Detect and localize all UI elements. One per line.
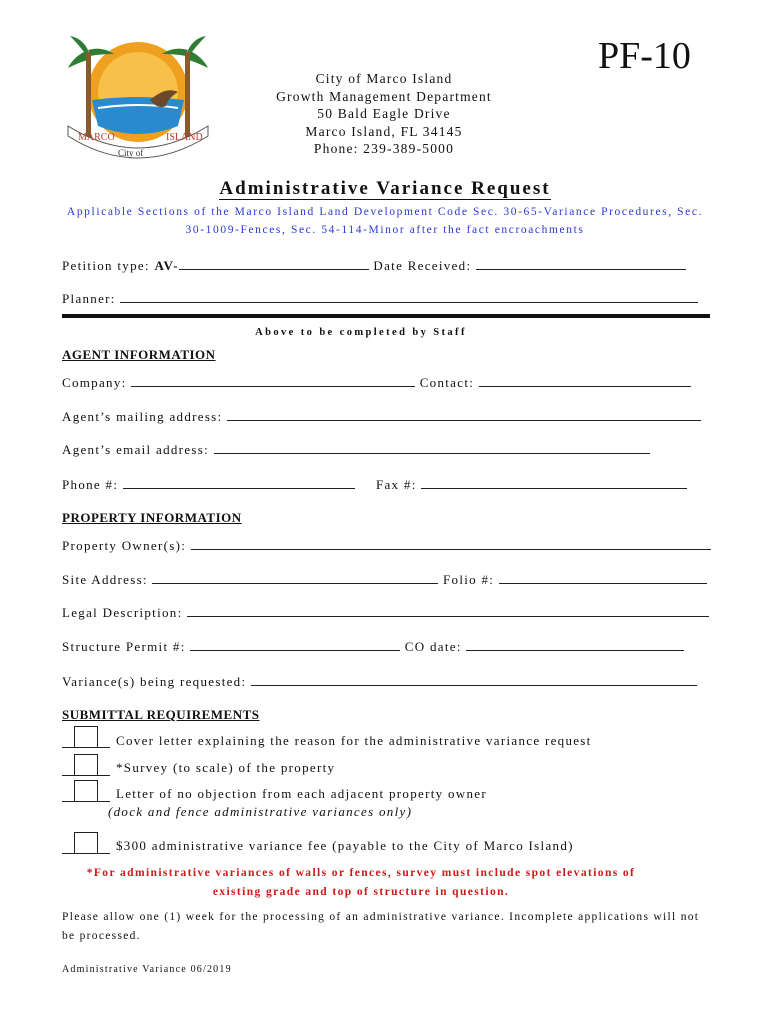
processing-note: Please allow one (1) week for the processing of an administrative variance. Incomplete applications will not be processed.: [62, 911, 700, 942]
property-info-heading: PROPERTY INFORMATION: [62, 510, 242, 525]
petition-type-row: [62, 257, 686, 274]
email-field[interactable]: [214, 441, 650, 454]
staff-divider: [62, 314, 710, 318]
owner-label: Property Owner(s):: [62, 538, 187, 553]
no-objection-item: Letter of no objection from each adjacent property owner: [116, 786, 487, 801]
applicable-sections-line: 30-1009-Fences, Sec. 54-114-Minor after the fact encroachments: [185, 224, 585, 236]
submittal-heading: SUBMITTAL REQUIREMENTS: [62, 707, 260, 722]
survey-note-line: *For administrative variances of walls or fences, survey must include spot elevations of: [86, 867, 636, 879]
address-line: City of Marco Island: [315, 71, 453, 86]
date-received-label: Date Received:: [373, 258, 472, 273]
variance-label: Variance(s) being requested:: [62, 674, 247, 689]
email-row: [62, 441, 650, 458]
checkbox-cover-letter[interactable]: [62, 726, 110, 748]
logo-text-right: ISLAND: [166, 132, 203, 143]
structure-permit-label: Structure Permit #:: [62, 639, 186, 654]
staff-note: Above to be completed by Staff: [255, 327, 467, 338]
permit-co-row: [62, 638, 684, 655]
site-address-field[interactable]: [152, 571, 438, 584]
folio-label: Folio #:: [443, 572, 495, 587]
owner-row: [62, 537, 711, 554]
planner-row: [62, 290, 698, 307]
owner-field[interactable]: [191, 537, 711, 550]
mailing-label: Agent’s mailing address:: [62, 409, 223, 424]
email-label: Agent’s email address:: [62, 442, 210, 457]
mailing-field[interactable]: [227, 408, 701, 421]
address-line: Phone: 239-389-5000: [313, 141, 455, 157]
survey-note-line: existing grade and top of structure in question.: [212, 886, 510, 898]
address-line: Marco Island, FL 34145: [305, 123, 463, 139]
planner-label: Planner:: [62, 291, 116, 306]
variance-field[interactable]: [251, 673, 697, 686]
no-objection-note: (dock and fence administrative variances only): [108, 804, 413, 819]
mailing-row: [62, 408, 701, 425]
address-line: 50 Bald Eagle Drive: [317, 106, 451, 122]
petition-type-label: Petition type:: [62, 258, 150, 273]
fax-label: Fax #:: [375, 477, 417, 492]
planner-field[interactable]: [120, 290, 698, 303]
city-address-block: [250, 70, 518, 158]
site-folio-row: [62, 571, 707, 588]
agent-info-heading: AGENT INFORMATION: [62, 347, 216, 362]
address-line: Growth Management Department: [276, 88, 492, 104]
cover-letter-item: Cover letter explaining the reason for the administrative variance request: [116, 733, 592, 748]
company-row: [62, 374, 691, 391]
page-title: Administrative Variance Request: [219, 178, 551, 199]
phone-field[interactable]: [123, 476, 355, 489]
checkbox-fee[interactable]: [62, 832, 110, 854]
company-label: Company:: [62, 375, 127, 390]
company-field[interactable]: [131, 374, 415, 387]
variance-row: [62, 673, 697, 690]
phone-fax-row: [62, 476, 687, 493]
contact-field[interactable]: [479, 374, 691, 387]
folio-field[interactable]: [499, 571, 707, 584]
checkbox-survey[interactable]: [62, 754, 110, 776]
fee-item: $300 administrative variance fee (payable to the City of Marco Island): [116, 838, 574, 853]
form-id: PF-10: [598, 35, 691, 77]
legal-description-field[interactable]: [187, 604, 709, 617]
fax-field[interactable]: [421, 476, 687, 489]
legal-description-label: Legal Description:: [62, 605, 183, 620]
site-address-label: Site Address:: [62, 572, 148, 587]
co-date-label: CO date:: [404, 639, 462, 654]
survey-requirement-note: [0, 864, 722, 902]
legal-row: [62, 604, 709, 621]
footer-form-version: Administrative Variance 06/2019: [62, 964, 232, 975]
logo-text-bottom: City of: [118, 148, 144, 158]
contact-label: Contact:: [419, 375, 475, 390]
petition-type-field[interactable]: [179, 257, 369, 270]
petition-prefix: AV-: [154, 258, 179, 273]
logo-text-top: MARCO: [78, 132, 115, 143]
city-seal-logo: [58, 30, 218, 162]
survey-item: *Survey (to scale) of the property: [116, 760, 336, 775]
phone-label: Phone #:: [62, 477, 119, 492]
applicable-sections-line: Applicable Sections of the Marco Island Land Development Code Sec. 30-65-Variance Procedures, Sec.: [66, 206, 704, 218]
checkbox-no-objection[interactable]: [62, 780, 110, 802]
structure-permit-field[interactable]: [190, 638, 400, 651]
date-received-field[interactable]: [476, 257, 686, 270]
co-date-field[interactable]: [466, 638, 684, 651]
applicable-sections: [50, 203, 720, 239]
